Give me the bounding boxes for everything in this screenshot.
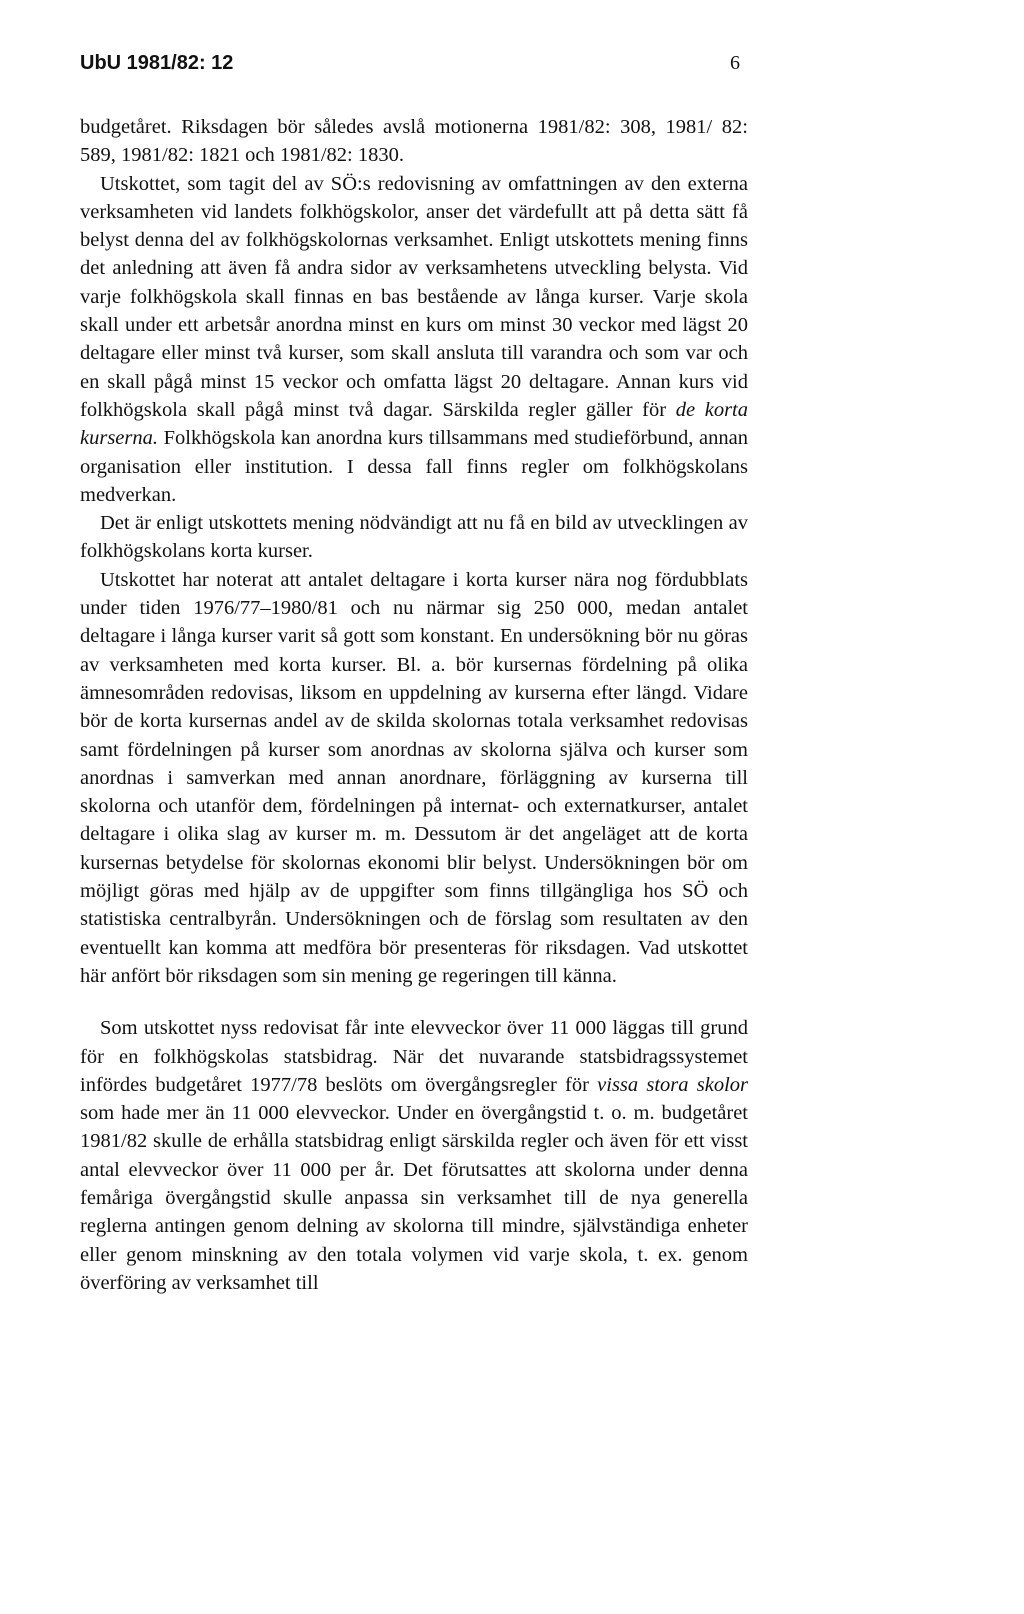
paragraph-text: Det är enligt utskottets mening nödvändigt att nu få en bild av utvecklingen av folkhögskolans korta kurser. (80, 512, 748, 563)
document-body (80, 113, 748, 1297)
document-reference: UbU 1981/82: 12 (80, 52, 234, 74)
paragraph-short-courses-need (80, 509, 748, 566)
paragraph-text: Som utskottet nyss redovisat får inte elevveckor över 11 000 läggas till grund för en folkhögskolas statsbidrag. När det nuvarande statsbidragssystemet infördes budgetåret 1977/78 beslöts om övergångsregler för (80, 1017, 748, 1096)
paragraph-text: Utskottet, som tagit del av SÖ:s redovisning av omfattningen av den externa verksamheten vid landets folkhögskolor, anser det värdefullt att på detta sätt få belyst denna del av folkhögskolornas verksamhet. Enligt utskottets mening finns det anledning att även få andra sidor av verksamhetens utveckling belysta. Vid varje folkhögskola skall finnas en bas bestående av långa kurser. Varje skola skall under ett arbetsår anordna minst en kurs om minst 30 veckor med lägst 20 deltagare eller minst två kurser, som skall ansluta till varandra och som var och en skall pågå minst 15 veckor och omfatta lägst 20 deltagare. Annan kurs vid folkhögskola skall pågå minst två dagar. Särskilda regler gäller för (80, 172, 748, 421)
page-number: 6 (730, 52, 740, 74)
paragraph-text: budgetåret. Riksdagen bör således avslå motionerna 1981/82: 308, 1981/ 82: 589, 1981/82: 1821 och 1981/82: 1830. (80, 116, 748, 167)
page-header (80, 52, 740, 86)
italic-term: vissa stora skolor (597, 1073, 748, 1096)
paragraph-transition-rules (80, 1014, 748, 1297)
paragraph-budget-conclusion (80, 113, 748, 170)
paragraph-text: Folkhögskola kan anordna kurs tillsammans med studieförbund, annan organisation eller institution. I dessa fall finns regler om folkhögskolans medverkan. (80, 427, 748, 506)
paragraph-investigation (80, 566, 748, 990)
paragraph-text: som hade mer än 11 000 elevveckor. Under en övergångstid t. o. m. budgetåret 1981/82 skulle de erhålla statsbidrag enligt särskilda regler och även för ett visst antal elevveckor över 11 000 per år. Det förutsattes att skolorna under denna femåriga övergångstid skulle anpassa sin verksamhet till de nya generella reglerna antingen genom delning av skolorna till mindre, självständiga enheter eller genom minskning av den totala volymen vid varje skola, t. ex. genom överföring av verksamhet till (80, 1102, 748, 1294)
italic-term: de korta kurserna. (80, 398, 749, 450)
paragraph-text: Utskottet har noterat att antalet deltagare i korta kurser nära nog fördubblats under tiden 1976/77–1980/81 och nu närmar sig 250 000, medan antalet deltagare i långa kurser varit så gott som konstant. En undersökning bör nu göras av verksamheten med korta kurser. Bl. a. bör kursernas fördelning på olika ämnesområden redovisas, liksom en uppdelning av kurserna efter längd. Vidare bör de korta kursernas andel av de skilda skolornas totala verksamhet redovisas samt fördelningen på kurser som anordnas av skolorna själva och kurser som anordnas i samverkan med annan anordnare, förläggning av kurserna till skolorna och utanför dem, fördelningen på internat- och externatkurser, antalet deltagare i olika slag av kurser m. m. Dessutom är det angeläget att de korta kursernas betydelse för skolornas ekonomi blir belyst. Undersökningen bör om möjligt göras med hjälp av de uppgifter som finns tillgängliga hos SÖ och statistiska centralbyrån. Undersökningen och de förslag som resultaten av den eventuellt kan komma att medföra bör presenteras för riksdagen. Vad utskottet här anfört bör riksdagen som sin mening ge regeringen till känna. (80, 568, 748, 987)
paragraph-external-activity (80, 170, 748, 510)
